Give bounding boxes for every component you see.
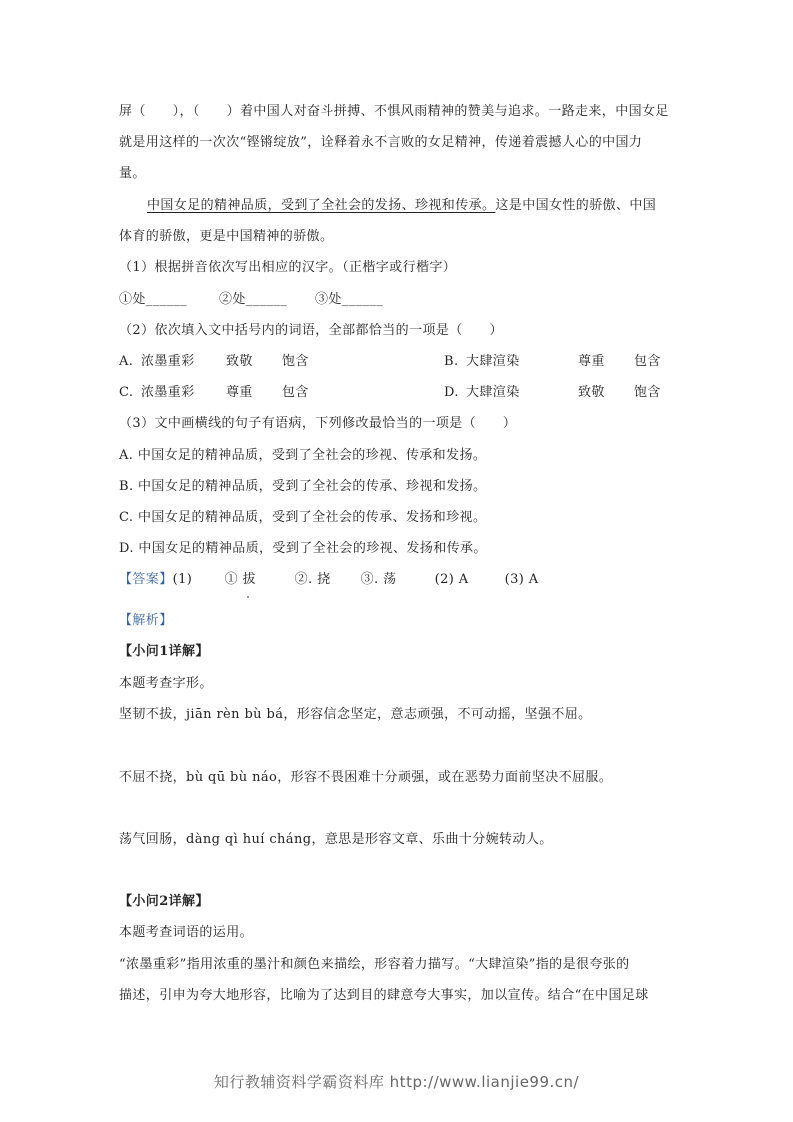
- q1-blanks: [119, 290, 383, 310]
- blank-2: ②处______: [219, 292, 288, 307]
- option-word: 尊重: [226, 385, 253, 400]
- answer-item: (3) A: [504, 572, 539, 587]
- answer-item: ① 拔: [224, 572, 256, 587]
- option-letter: A.: [119, 354, 134, 369]
- q3-option-b: B. 中国女足的精神品质，受到了全社会的传承、珍视和发扬。: [119, 479, 487, 494]
- q3-option-a: A. 中国女足的精神品质，受到了全社会的珍视、传承和发扬。: [119, 448, 487, 463]
- answer-part: (1): [172, 572, 193, 587]
- option-letter: C.: [119, 385, 134, 400]
- option-word: 尊重: [578, 354, 605, 369]
- q1-stem: （1）根据拼音依次写出相应的汉字。（正楷字或行楷字）: [119, 260, 457, 275]
- underlined-sentence: 中国女足的精神品质，受到了全社会的发扬、珍视和传承。: [147, 198, 496, 213]
- q3-stem: （3）文中画横线的句子有语病，下列修改最恰当的一项是（ ）: [119, 416, 517, 431]
- q3-option-c: C. 中国女足的精神品质，受到了全社会的传承、发扬和珍视。: [119, 510, 487, 525]
- analysis-text: 本题考查字形。: [119, 676, 213, 691]
- option-word: 饱含: [634, 385, 661, 400]
- answer-item: (2) A: [434, 572, 469, 587]
- analysis-text: 不屈不挠，bù qū bù náo，形容不畏困难十分顽强，或在恶势力面前坚决不屈服。: [119, 770, 613, 785]
- q2-options-row: [119, 383, 679, 403]
- sub2-title: 【小问2详解】: [119, 894, 209, 909]
- option-word: 浓墨重彩: [141, 354, 195, 369]
- option-word: 包含: [282, 385, 309, 400]
- option-letter: D.: [444, 385, 459, 400]
- answer-item: ③. 荡: [360, 572, 397, 587]
- analysis-text: 荡气回肠，dàng qì huí cháng，意思是形容文章、乐曲十分婉转动人。: [119, 832, 553, 847]
- answer-tag: 【答案】: [119, 572, 173, 587]
- analysis-tag: 【解析】: [119, 613, 173, 628]
- q2-stem: （2）依次填入文中括号内的词语，全部都恰当的一项是（ ）: [119, 323, 503, 338]
- q2-option-d: [444, 383, 661, 403]
- passage-line: 就是用这样的一次次“铿锵绽放”，诠释着永不言败的女足精神，传递着震撼人心的中国力: [119, 135, 643, 150]
- stray-mark: [247, 596, 249, 598]
- option-word: 大肆渲染: [466, 354, 520, 369]
- q2-options-row: [119, 352, 679, 372]
- option-word: 致敬: [226, 354, 253, 369]
- footer-watermark: 知行教辅资料学霸资料库 http://www.lianjie99.cn/: [213, 1073, 580, 1091]
- answer-line: [119, 570, 539, 590]
- passage-line-underlined: [147, 196, 656, 216]
- analysis-text: “浓墨重彩”指用浓重的墨汁和颜色来描绘，形容着力描写。“大肆渲染”指的是很夸张的: [119, 957, 630, 972]
- option-word: 大肆渲染: [466, 385, 520, 400]
- option-word: 饱含: [282, 354, 309, 369]
- option-word: 包含: [634, 354, 661, 369]
- answer-item: ②. 挠: [294, 572, 331, 587]
- option-word: 致敬: [578, 385, 605, 400]
- blank-1: ①处______: [119, 292, 188, 307]
- analysis-text: 本题考查词语的运用。: [119, 925, 254, 940]
- analysis-text: 坚韧不拔，jiān rèn bù bá，形容信念坚定，意志顽强，不可动摇，坚强不屈。: [119, 707, 592, 722]
- q3-option-d: D. 中国女足的精神品质，受到了全社会的珍视、发扬和传承。: [119, 541, 487, 556]
- blank-3: ③处______: [315, 292, 384, 307]
- analysis-text: 描述，引申为夸大地形容，比喻为了达到目的肆意夸大事实，加以宣传。结合“在中国足球: [119, 988, 649, 1003]
- passage-line-rest: 这是中国女性的骄傲、中国: [495, 198, 657, 213]
- option-letter: B.: [444, 354, 459, 369]
- q2-option-b: [444, 352, 661, 372]
- passage-line: 屏（ ），（ ）着中国人对奋斗拼搏、不惧风雨精神的赞美与追求。一路走来，中国女足: [119, 104, 669, 119]
- sub1-title: 【小问1详解】: [119, 644, 209, 659]
- passage-line: 体育的骄傲，更是中国精神的骄傲。: [119, 229, 334, 244]
- passage-line: 量。: [119, 166, 146, 181]
- option-word: 浓墨重彩: [141, 385, 195, 400]
